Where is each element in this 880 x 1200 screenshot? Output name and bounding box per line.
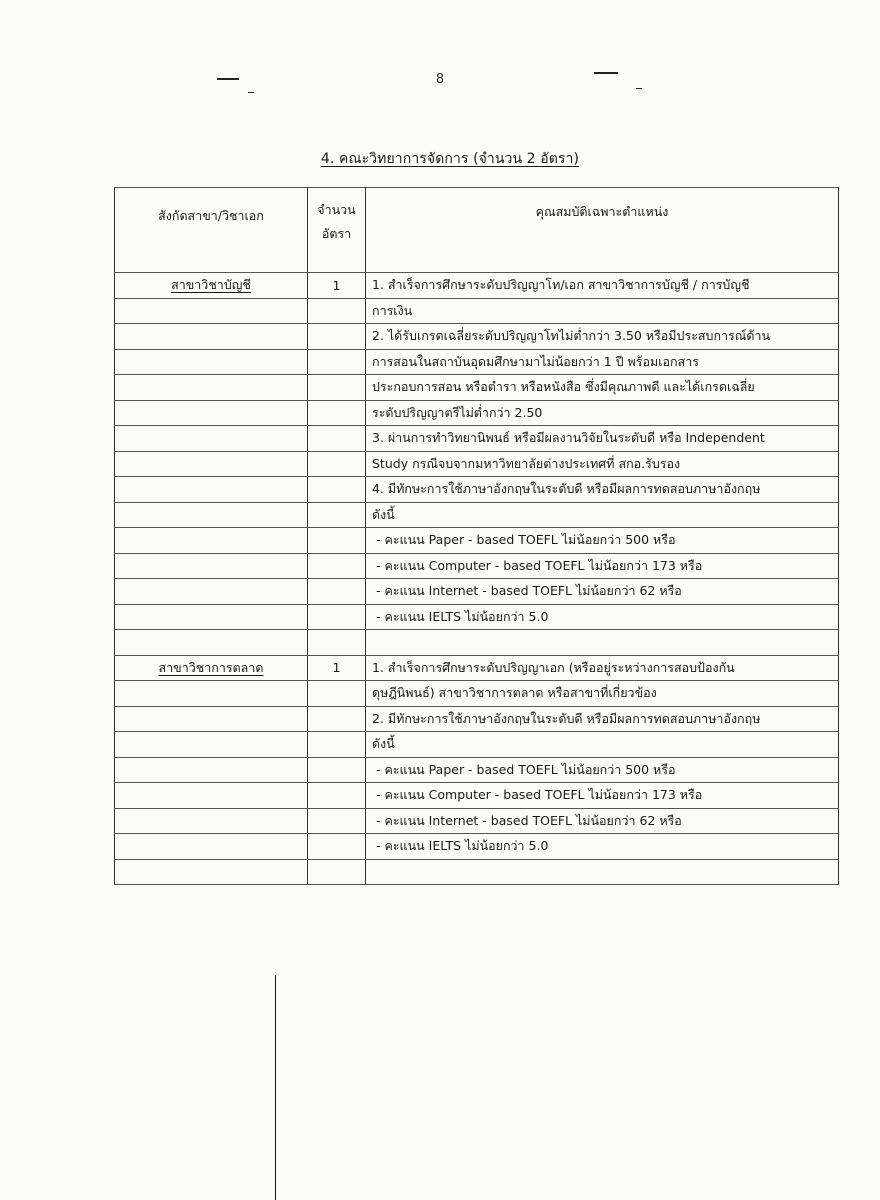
qualification-line: 1. สำเร็จการศึกษาระดับปริญญาเอก (หรืออยู่ระหว่างการสอบป้องกัน: [366, 655, 839, 681]
table-row: [115, 655, 839, 681]
qualification-line: ดุษฎีนิพนธ์) สาขาวิชาการตลาด หรือสาขาที่เกี่ยวข้อง: [366, 681, 839, 707]
qualification-line: 2. มีทักษะการใช้ภาษาอังกฤษในระดับดี หรือมีผลการทดสอบภาษาอังกฤษ: [366, 706, 839, 732]
table-row: [115, 528, 839, 554]
qualification-line: - คะแนน Paper - based TOEFL ไม่น้อยกว่า 500 หรือ: [366, 757, 839, 783]
qualification-line: 2. ได้รับเกรดเฉลี่ยระดับปริญญาโทไม่ต่ำกว่า 3.50 หรือมีประสบการณ์ด้าน: [366, 324, 839, 350]
qualification-line: - คะแนน IELTS ไม่น้อยกว่า 5.0: [366, 604, 839, 630]
table-row: [115, 808, 839, 834]
table-row: [115, 502, 839, 528]
qualification-line: 3. ผ่านการทำวิทยานิพนธ์ หรือมีผลงานวิจัยในระดับดี หรือ Independent: [366, 426, 839, 452]
scan-mark-right: [594, 72, 618, 74]
qualification-line: 1. สำเร็จการศึกษาระดับปริญญาโท/เอก สาขาวิชาการบัญชี / การบัญชี: [366, 273, 839, 299]
qualification-line: การเงิน: [366, 298, 839, 324]
table-row: [115, 400, 839, 426]
scan-mark-left-small: [248, 92, 254, 93]
table-row: [115, 706, 839, 732]
scan-mark-left: [217, 78, 239, 80]
table-row: [115, 834, 839, 860]
table-row: [115, 604, 839, 630]
table-row: [115, 732, 839, 758]
qualification-line: ดังนี้: [366, 732, 839, 758]
table-row: [115, 477, 839, 503]
table-row: [115, 349, 839, 375]
table-row: [115, 273, 839, 299]
section-title: 4. คณะวิทยาการจัดการ (จำนวน 2 อัตรา): [320, 151, 580, 167]
table-row: [115, 451, 839, 477]
qualification-line: ระดับปริญญาตรีไม่ต่ำกว่า 2.50: [366, 400, 839, 426]
table-row: [115, 324, 839, 350]
qualification-table: [114, 187, 839, 885]
table-row: [115, 757, 839, 783]
table-row: [115, 783, 839, 809]
table-row: [115, 375, 839, 401]
qualification-line: Study กรณีจบจากมหาวิทยาลัยต่างประเทศที่ สกอ.รับรอง: [366, 451, 839, 477]
unit-name-accounting: สาขาวิชาบัญชี: [115, 273, 308, 299]
table-row-empty: [115, 859, 839, 885]
header-unit: สังกัดสาขา/วิชาเอก: [115, 188, 308, 273]
unit-name-marketing: สาขาวิชาการตลาด: [115, 655, 308, 681]
qualification-line: - คะแนน Internet - based TOEFL ไม่น้อยกว่า 62 หรือ: [366, 808, 839, 834]
qualification-line: ประกอบการสอน หรือตำรา หรือหนังสือ ซึ่งมีคุณภาพดี และได้เกรดเฉลี่ย: [366, 375, 839, 401]
unit-count-accounting: 1: [308, 273, 366, 299]
header-count-line1: จำนวน: [317, 202, 356, 217]
qualification-line: การสอนในสถาบันอุดมศึกษามาไม่น้อยกว่า 1 ปี พร้อมเอกสาร: [366, 349, 839, 375]
table-row-empty: [115, 630, 839, 656]
unit-count-marketing: 1: [308, 655, 366, 681]
scan-mark-right-small: [636, 88, 642, 89]
qualification-line: - คะแนน Internet - based TOEFL ไม่น้อยกว่า 62 หรือ: [366, 579, 839, 605]
qualification-line: - คะแนน Computer - based TOEFL ไม่น้อยกว่า 173 หรือ: [366, 553, 839, 579]
qualification-line: 4. มีทักษะการใช้ภาษาอังกฤษในระดับดี หรือมีผลการทดสอบภาษาอังกฤษ: [366, 477, 839, 503]
qualification-line: - คะแนน Paper - based TOEFL ไม่น้อยกว่า 500 หรือ: [366, 528, 839, 554]
header-qualifications: คุณสมบัติเฉพาะตำแหน่ง: [366, 188, 839, 273]
table-header-row: [115, 188, 839, 273]
qualification-line: - คะแนน Computer - based TOEFL ไม่น้อยกว่า 173 หรือ: [366, 783, 839, 809]
header-count: [308, 188, 366, 273]
table-row: [115, 553, 839, 579]
table-row: [115, 426, 839, 452]
table-row: [115, 579, 839, 605]
table-row: [115, 298, 839, 324]
scan-edge-line: [275, 975, 276, 1200]
header-count-line2: อัตรา: [321, 226, 352, 241]
table-row: [115, 681, 839, 707]
qualification-line: ดังนี้: [366, 502, 839, 528]
qualification-line: - คะแนน IELTS ไม่น้อยกว่า 5.0: [366, 834, 839, 860]
page-number: 8: [435, 72, 445, 87]
